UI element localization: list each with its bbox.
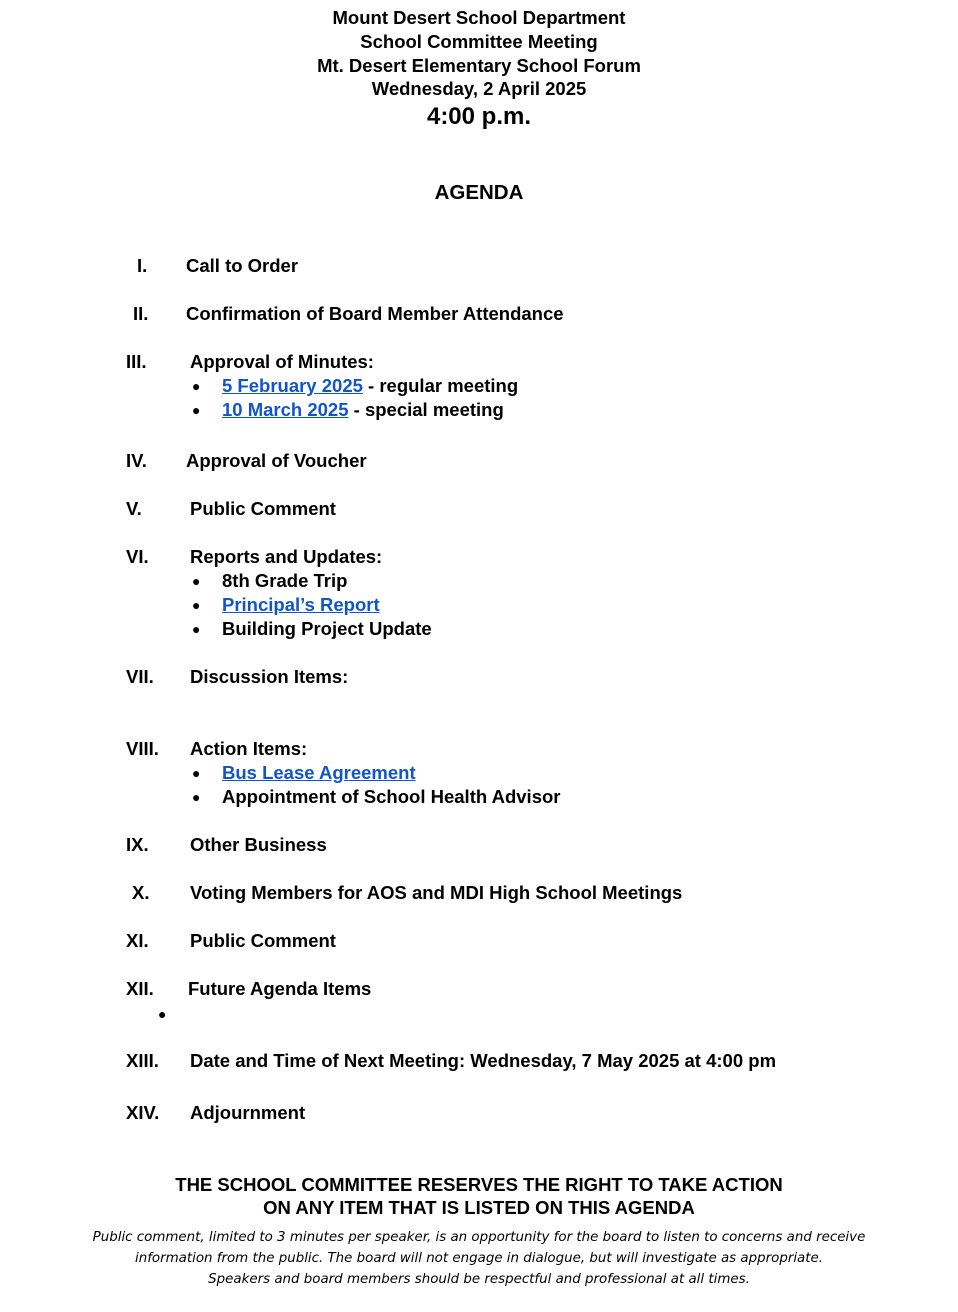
- item-numeral: V.: [126, 498, 142, 519]
- sub-item-health-advisor: Appointment of School Health Advisor: [222, 786, 561, 807]
- item-numeral: VIII.: [126, 738, 159, 759]
- item-label: Adjournment: [190, 1102, 306, 1123]
- item-label: Date and Time of Next Meeting: Wednesday, 7 May 2025 at 4:00 pm: [190, 1050, 777, 1071]
- meeting-date: Wednesday, 2 April 2025: [371, 78, 587, 100]
- agenda-title: AGENDA: [434, 181, 524, 204]
- item-numeral: III.: [126, 351, 147, 372]
- item-numeral: II.: [133, 303, 149, 324]
- item-label: Voting Members for AOS and MDI High School Meetings: [190, 882, 683, 903]
- department-name: Mount Desert School Department: [332, 7, 626, 28]
- item-label: Call to Order: [186, 255, 299, 276]
- bus-lease-link[interactable]: Bus Lease Agreement: [222, 762, 416, 783]
- item-numeral: XIV.: [126, 1102, 160, 1123]
- item-label: Confirmation of Board Member Attendance: [186, 303, 564, 324]
- sub-item-minutes-feb: [222, 374, 518, 398]
- sub-item-text: - special meeting: [348, 399, 504, 420]
- public-comment-disclaimer: [0, 1227, 958, 1290]
- item-numeral: IV.: [126, 450, 147, 471]
- disclaimer-line: information from the public. The board will not engage in dialogue, but will investigate as appropriate.: [134, 1251, 824, 1266]
- bullet: ●: [192, 378, 201, 394]
- minutes-mar-link[interactable]: 10 March 2025: [222, 399, 349, 420]
- item-label: Future Agenda Items: [188, 978, 372, 999]
- bullet: ●: [192, 621, 201, 637]
- meeting-location: Mt. Desert Elementary School Forum: [317, 54, 641, 76]
- sub-item-8th-grade-trip: 8th Grade Trip: [222, 570, 348, 591]
- item-label: Approval of Minutes:: [190, 351, 374, 372]
- item-label: Discussion Items:: [190, 666, 349, 687]
- meeting-header: [0, 6, 958, 133]
- sub-item-text: - regular meeting: [362, 375, 519, 396]
- item-numeral: XII.: [126, 978, 154, 999]
- item-label: Public Comment: [190, 930, 336, 951]
- sub-item-bus-lease: [222, 761, 416, 785]
- bullet: ●: [192, 789, 201, 805]
- item-numeral: X.: [132, 882, 150, 903]
- minutes-feb-link[interactable]: 5 February 2025: [222, 375, 363, 396]
- notice-line: THE SCHOOL COMMITTEE RESERVES THE RIGHT TO TAKE ACTION: [175, 1174, 783, 1195]
- item-numeral: IX.: [126, 834, 149, 855]
- disclaimer-line: Public comment, limited to 3 minutes per speaker, is an opportunity for the board to listen to concerns and receive: [92, 1230, 866, 1245]
- sub-item-principals-report: [222, 593, 380, 617]
- item-numeral: VII.: [126, 666, 154, 687]
- meeting-name: School Committee Meeting: [360, 30, 598, 52]
- action-reservation-notice: [0, 1173, 958, 1219]
- item-label: Reports and Updates:: [190, 546, 383, 567]
- sub-item-minutes-mar: [222, 398, 504, 422]
- item-label: Action Items:: [190, 738, 308, 759]
- bullet: ●: [192, 402, 201, 418]
- item-label: Public Comment: [190, 498, 336, 519]
- bullet: ●: [192, 597, 201, 613]
- item-label: Other Business: [190, 834, 327, 855]
- item-numeral: XIII.: [126, 1050, 159, 1071]
- principals-report-link[interactable]: Principal’s Report: [222, 594, 380, 615]
- item-numeral: VI.: [126, 546, 149, 567]
- bullet: ●: [158, 1006, 167, 1022]
- sub-item-building-project: Building Project Update: [222, 618, 432, 639]
- item-numeral: I.: [137, 255, 148, 276]
- bullet: ●: [192, 573, 201, 589]
- bullet: ●: [192, 765, 201, 781]
- item-numeral: XI.: [126, 930, 149, 951]
- disclaimer-line: Speakers and board members should be respectful and professional at all times.: [208, 1272, 750, 1287]
- meeting-time: 4:00 p.m.: [426, 103, 532, 131]
- notice-line: ON ANY ITEM THAT IS LISTED ON THIS AGENDA: [263, 1197, 695, 1218]
- item-label: Approval of Voucher: [186, 450, 367, 471]
